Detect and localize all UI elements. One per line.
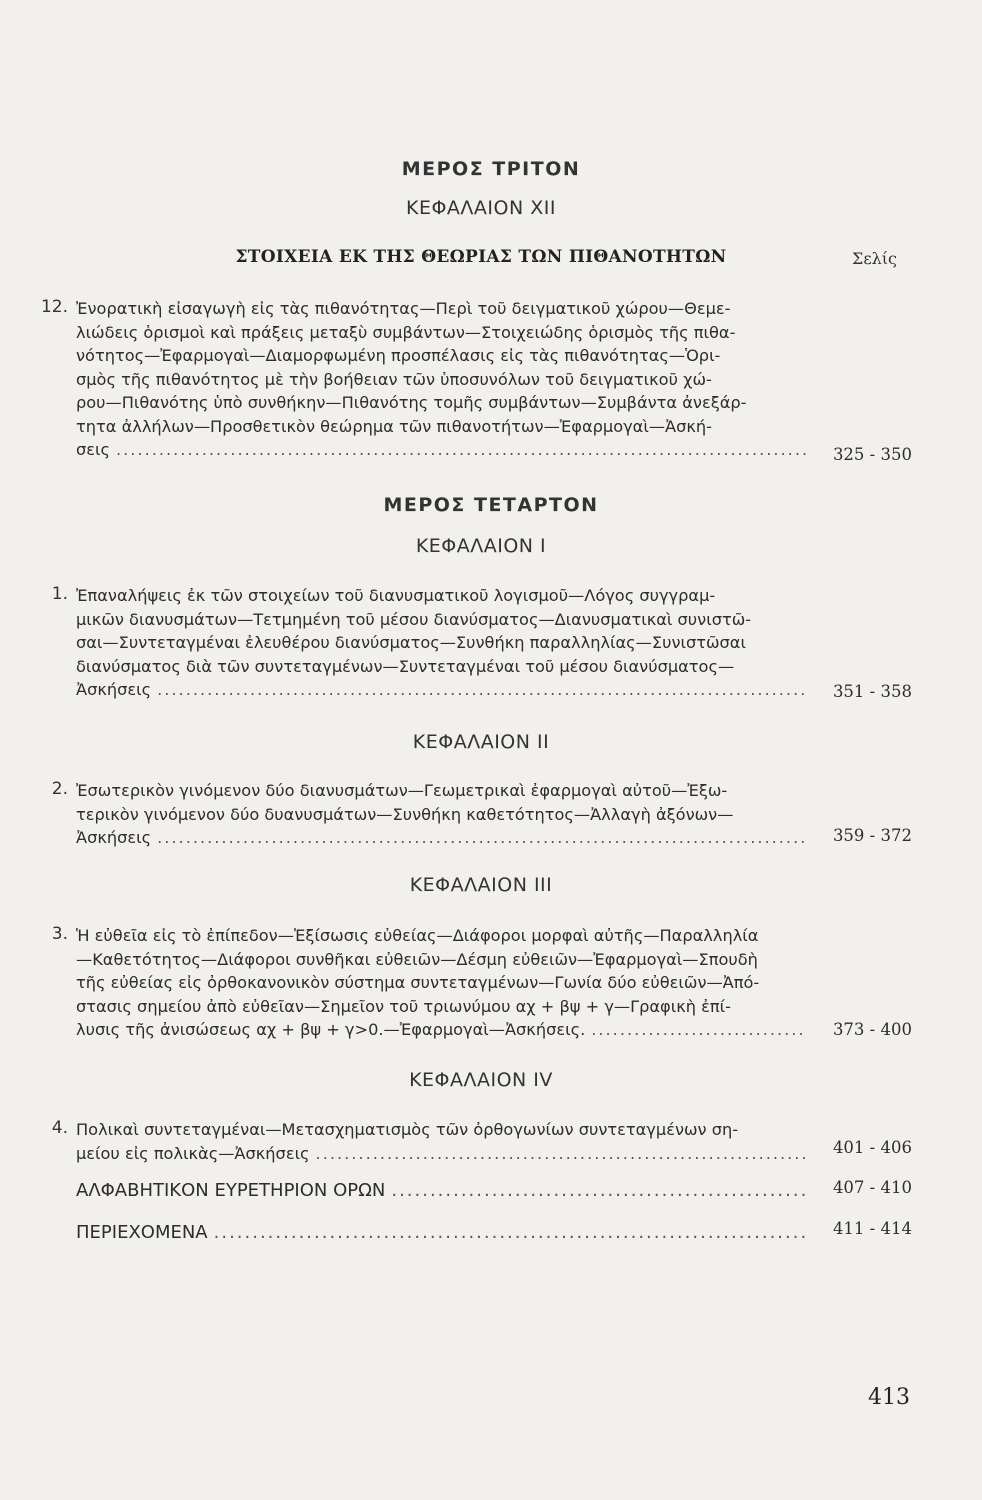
chapter-iii-heading: ΚΕΦΑΛΑΙΟΝ III (409, 874, 553, 896)
entry-line: Ἐπαναλήψεις ἐκ τῶν στοιχείων τοῦ διανυσματικοῦ λογισμοῦ—Λόγος συγγραμ- (76, 586, 716, 605)
chapter-i-heading: ΚΕΦΑΛΑΙΟΝ I (415, 535, 547, 557)
entry-4-text (76, 1118, 806, 1165)
entry-line-last: μείου εἰς πολικὰς—Ἀσκήσεις (76, 1143, 310, 1163)
chapter-ii-heading: ΚΕΦΑΛΑΙΟΝ II (412, 731, 550, 753)
index-label: ΑΛΦΑΒΗΤΙΚΟΝ ΕΥΡΕΤΗΡΙΟΝ ΟΡΩΝ (76, 1180, 386, 1201)
contents-entry (76, 1222, 806, 1243)
entry-12-pages: 325 - 350 (832, 445, 912, 464)
part-three-title: ΜΕΡΟΣ ΤΡΙΤΟΝ (401, 158, 581, 180)
entry-line: Πολικαὶ συντεταγμέναι—Μετασχηματισμὸς τῶν ὀρθογωνίων συντεταγμένων ση- (76, 1120, 739, 1139)
chapter-xii-heading: ΚΕΦΑΛΑΙΟΝ XII (406, 197, 556, 219)
dot-leader (157, 826, 806, 850)
entry-line: νότητος—Ἐφαρμογαὶ—Διαμορφωμένη προσπέλασις εἰς τὰς πιθανότητας—Ὁρι- (76, 346, 721, 365)
entry-1-pages: 351 - 358 (832, 682, 912, 701)
entry-number-2: 2. (51, 779, 68, 799)
dot-leader (116, 438, 806, 462)
entry-number-4: 4. (51, 1118, 68, 1138)
entry-1-text (76, 584, 806, 702)
entry-line: σμὸς τῆς πιθανότητος μὲ τὴν βοήθειαν τῶν ὑποσυνόλων τοῦ δειγματικοῦ χώ- (76, 369, 712, 389)
entry-line: τερικὸν γινόμενον δύο δυανυσμάτων—Συνθήκη καθετότητος—Ἀλλαγὴ ἀξόνων— (76, 804, 734, 824)
contents-pages: 411 - 414 (832, 1219, 912, 1238)
entry-3-pages: 373 - 400 (832, 1020, 912, 1039)
entry-4-pages: 401 - 406 (832, 1138, 912, 1157)
entry-line: τητα ἀλλήλων—Προσθετικὸν θεώρημα τῶν πιθανοτήτων—Ἐφαρμογαὶ—Ἀσκή- (76, 416, 712, 436)
entry-line: ρου—Πιθανότης ὑπὸ συνθήκην—Πιθανότης τομῆς συμβάντων—Συμβάντα ἀνεξάρ- (76, 393, 747, 412)
contents-label: ΠΕΡΙΕΧΟΜΕΝΑ (76, 1222, 208, 1243)
entry-line-last: λυσις τῆς ἀνισώσεως αχ + βψ + γ>0.—Ἐφαρμογαὶ—Ἀσκήσεις. (76, 1020, 586, 1039)
entry-line-last: Ἀσκήσεις (76, 680, 152, 699)
entry-line: λιώδεις ὁρισμοὶ καὶ πράξεις μεταξὺ συμβάντων—Στοιχειώδης ὁρισμὸς τῆς πιθα- (76, 322, 736, 342)
entry-3-text (76, 924, 806, 1042)
entry-line: —Καθετότητος—Διάφοροι συνθῆκαι εὐθειῶν—Δέσμη εὐθειῶν—Ἐφαρμογαὶ—Σπουδὴ (76, 949, 758, 969)
entry-line: τῆς εὐθείας εἰς ὀρθοκανονικὸν σύστημα συντεταγμένων—Γωνία δύο εὐθειῶν—Ἀπό- (76, 973, 760, 992)
entry-2-pages: 359 - 372 (832, 826, 912, 845)
entry-12-text (76, 297, 806, 462)
section-title-probability: ΣΤΟΙΧΕΙΑ ΕΚ ΤΗΣ ΘΕΩΡΙΑΣ ΤΩΝ ΠΙΘΑΝΟΤΗΤΩΝ (235, 247, 727, 267)
page-number: 413 (868, 1385, 910, 1410)
index-entry (76, 1180, 806, 1201)
entry-number-12: 12. (40, 297, 68, 317)
entry-line: διανύσματος διὰ τῶν συντεταγμένων—Συντεταγμέναι τοῦ μέσου διανύσματος— (76, 656, 735, 676)
dot-leader (391, 1180, 806, 1201)
entry-line: Ἐσωτερικὸν γινόμενον δύο διανυσμάτων—Γεωμετρικαὶ ἐφαρμογαὶ αὐτοῦ—Ἐξω- (76, 781, 728, 800)
page-column-label: Σελίς (852, 249, 897, 268)
entry-line-last: Ἀσκήσεις (76, 828, 152, 847)
dot-leader (591, 1018, 806, 1042)
entry-2-text (76, 779, 806, 850)
entry-line: Ἡ εὐθεῖα εἰς τὸ ἐπίπεδον—Ἐξίσωσις εὐθείας—Διάφοροι μορφαὶ αὐτῆς—Παραλληλία (76, 926, 759, 945)
index-pages: 407 - 410 (832, 1178, 912, 1197)
part-four-title: ΜΕΡΟΣ ΤΕΤΑΡΤΟΝ (383, 494, 599, 516)
entry-line: στασις σημείου ἀπὸ εὐθεῖαν—Σημεῖον τοῦ τριωνύμου αχ + βψ + γ—Γραφικὴ ἐπί- (76, 996, 731, 1016)
entry-line-last: σεις (76, 440, 110, 459)
chapter-iv-heading: ΚΕΦΑΛΑΙΟΝ IV (409, 1069, 553, 1091)
dot-leader (157, 678, 806, 702)
entry-line: σαι—Συντεταγμέναι ἐλευθέρου διανύσματος—Συνθήκη παραλληλίας—Συνιστῶσαι (76, 633, 746, 652)
dot-leader (214, 1222, 806, 1243)
entry-number-1: 1. (51, 584, 68, 604)
entry-line: Ἐνορατικὴ εἰσαγωγὴ εἰς τὰς πιθανότητας—Περὶ τοῦ δειγματικοῦ χώρου—Θεμε- (76, 299, 731, 318)
dot-leader (316, 1142, 806, 1166)
entry-line: μικῶν διανυσμάτων—Τετμημένη τοῦ μέσου διανύσματος—Διανυσματικαὶ συνιστῶ- (76, 609, 752, 629)
entry-number-3: 3. (51, 924, 68, 944)
